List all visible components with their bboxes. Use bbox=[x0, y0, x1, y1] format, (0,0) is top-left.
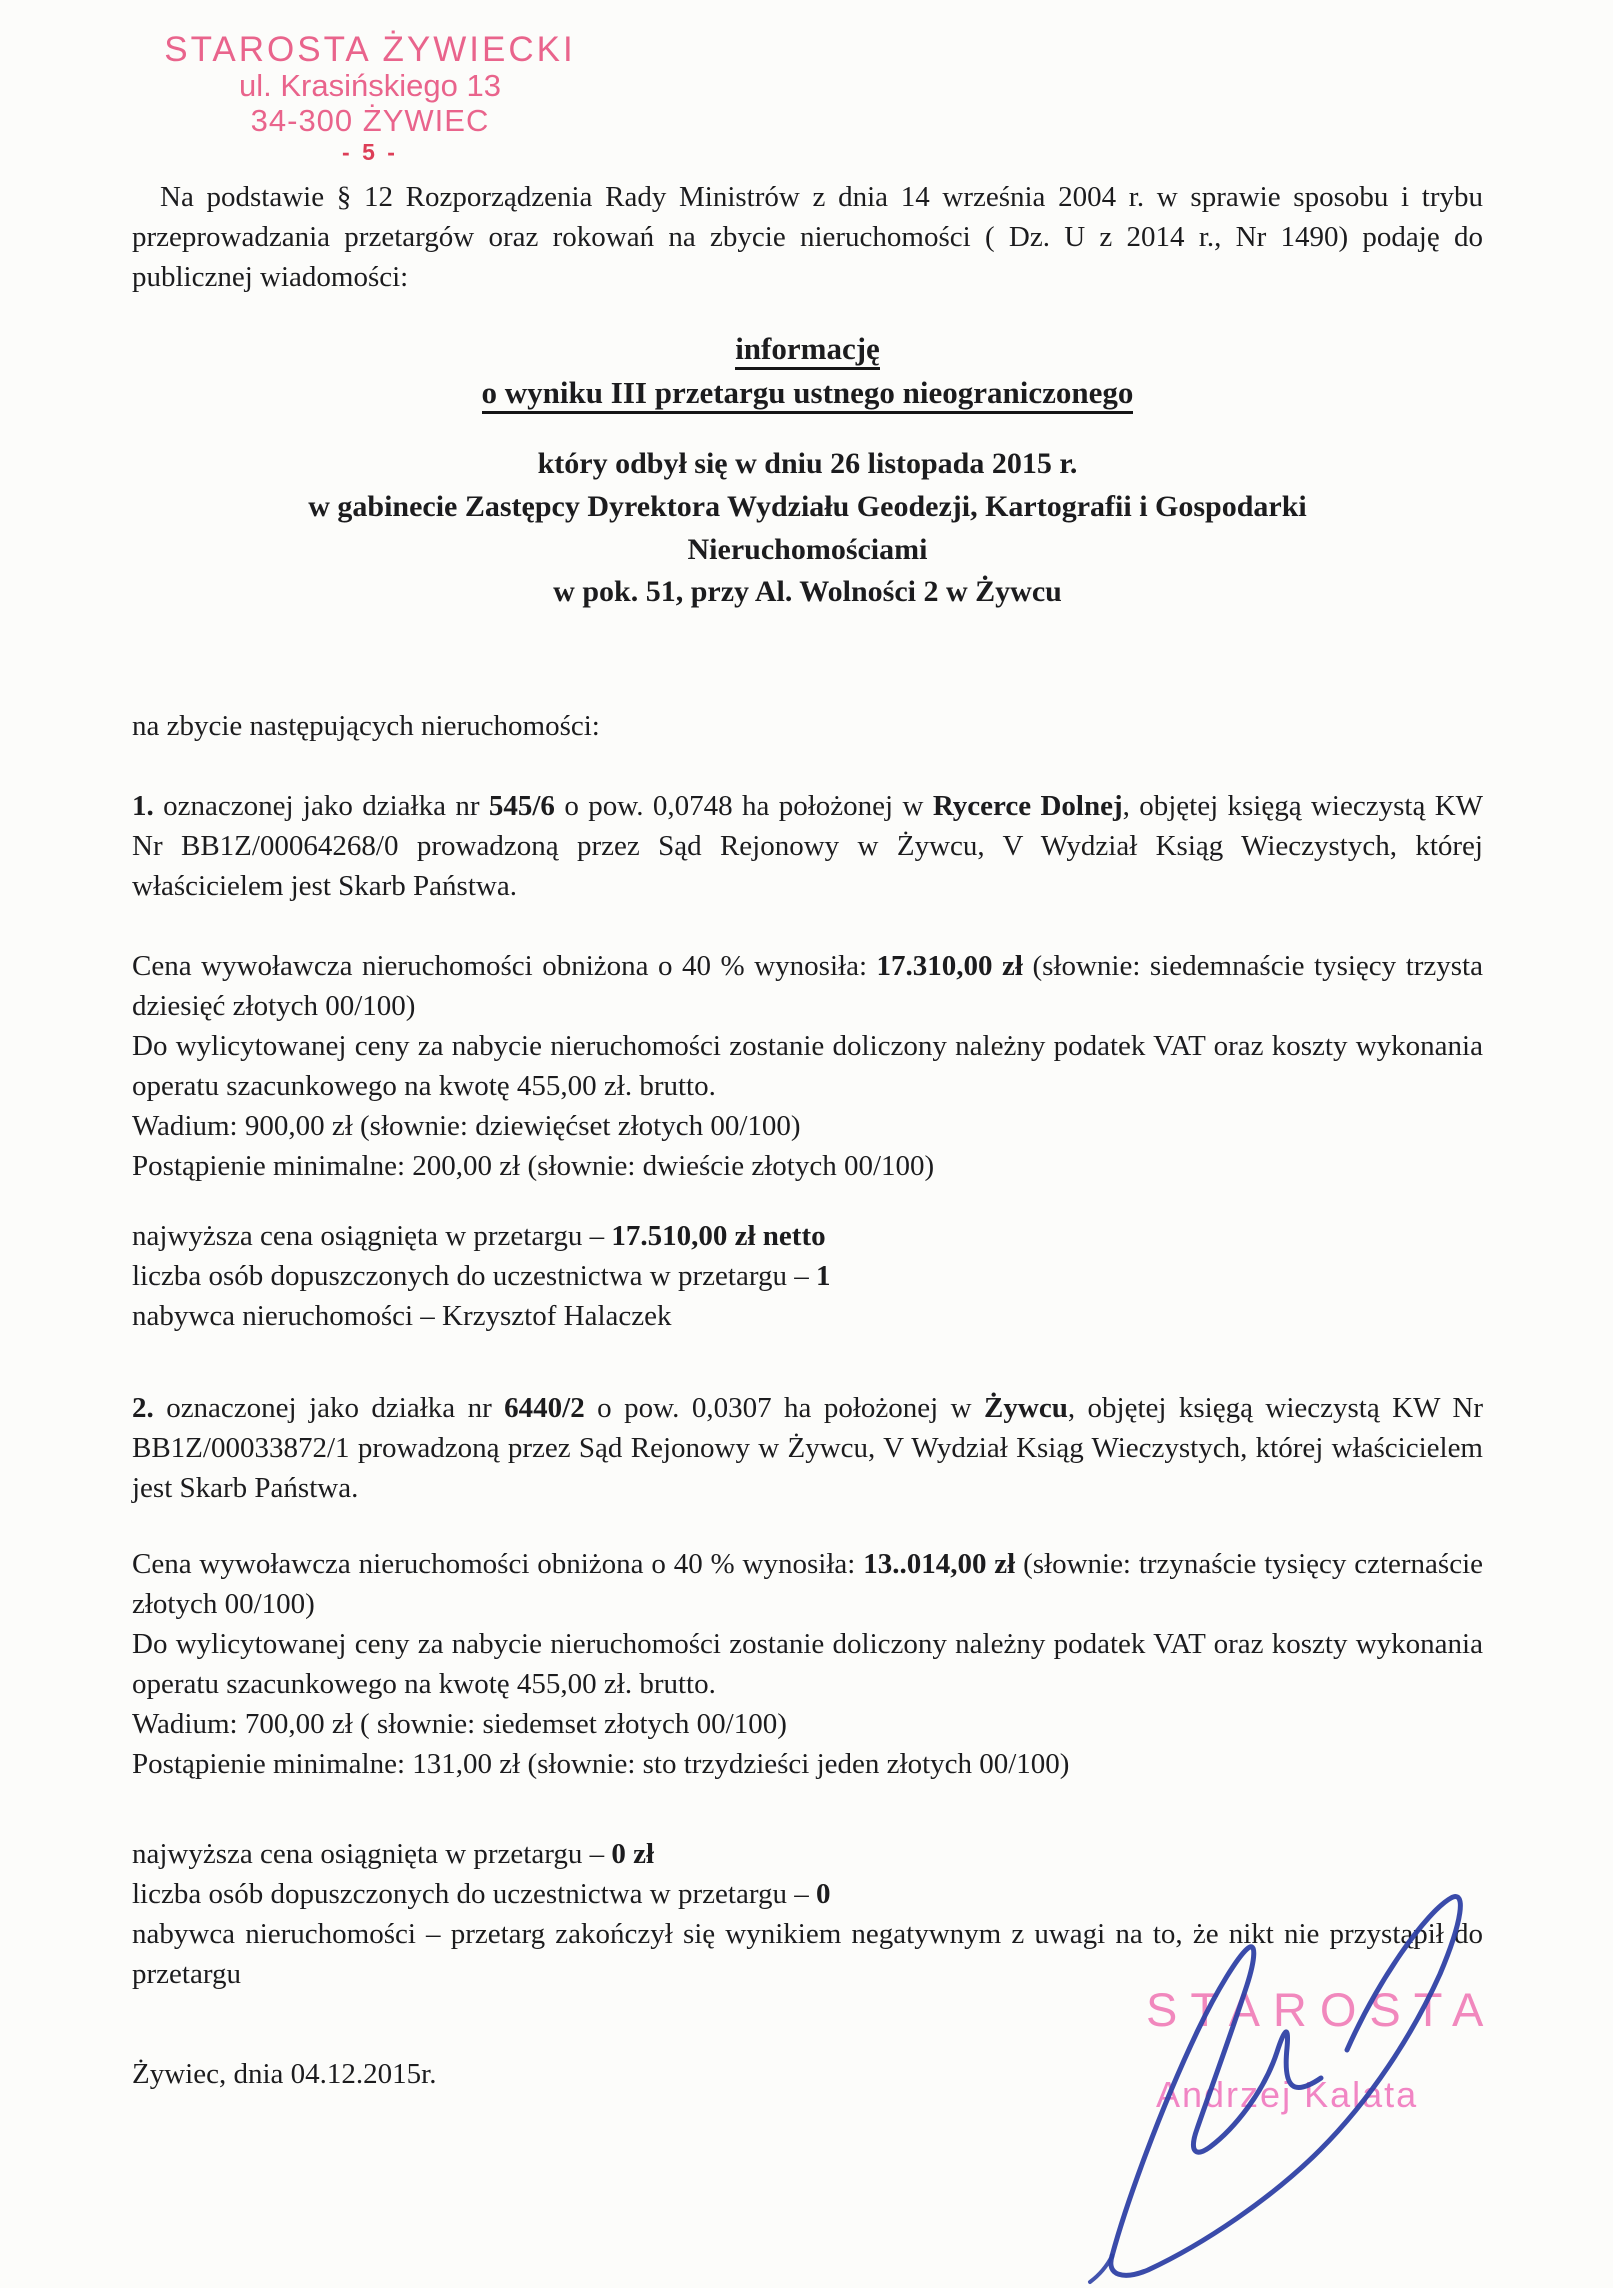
signature-area bbox=[1048, 1878, 1611, 2286]
property-2-wadium-line: Wadium: 700,00 zł ( słownie: siedemset złotych 00/100) bbox=[132, 1708, 787, 1741]
signature-stamp-name: Andrzej Kalata bbox=[1156, 2074, 1419, 2115]
property-1-participants-value: 1 bbox=[815, 1260, 831, 1292]
property-2-buyer-line: nabywca nieruchomości – przetarg zakończył się wynikiem negatywnym z uwagi na to, że nikt nie przystąpił do przetargu bbox=[132, 1918, 1483, 1991]
property-2-number: 2. bbox=[132, 1392, 154, 1425]
notice-title bbox=[132, 327, 1483, 415]
property-1-buyer-line: nabywca nieruchomości – Krzysztof Halaczek bbox=[132, 1300, 672, 1333]
property-1-highest-price-value: 17.510,00 zł netto bbox=[611, 1219, 826, 1252]
handwritten-signature-icon bbox=[1048, 1878, 1611, 2286]
sender-stamp bbox=[150, 30, 590, 165]
notice-subtitle-line4: w pok. 51, przy Al. Wolności 2 w Żywcu bbox=[553, 575, 1062, 609]
property-2-location: Żywcu bbox=[984, 1392, 1068, 1425]
property-1-plot-number: 545/6 bbox=[488, 789, 555, 822]
property-1-number: 1. bbox=[132, 789, 154, 822]
date-line: Żywiec, dnia 04.12.2015r. bbox=[132, 2058, 437, 2091]
property-2-vat-paragraph: Do wylicytowanej ceny za nabycie nieruchomości zostanie doliczony należny podatek VAT oraz koszty wykonania operatu szacunkowego na kwotę 455,00 zł. brutto. bbox=[132, 1628, 1483, 1701]
notice-subtitle-line3: Nieruchomościami bbox=[687, 532, 928, 566]
property-2-highest-price-value: 0 zł bbox=[611, 1838, 655, 1871]
sender-stamp-line3: 34-300 ŻYWIEC bbox=[250, 102, 490, 138]
property-2-price-block bbox=[132, 1544, 1483, 1784]
property-1-price-block bbox=[132, 946, 1483, 1186]
notice-subtitle-line2: w gabinecie Zastępcy Dyrektora Wydziału Geodezji, Kartografii i Gospodarki bbox=[308, 490, 1307, 524]
notice-subtitle bbox=[132, 443, 1483, 613]
notice-title-line1: informację bbox=[132, 327, 1483, 371]
signature-stamp-title: STAROSTA bbox=[1146, 1983, 1497, 2036]
property-1-location: Rycerce Dolnej bbox=[932, 789, 1123, 822]
sender-stamp-line2: ul. Krasińskiego 13 bbox=[239, 68, 501, 104]
property-1-minimum-bid-line: Postąpienie minimalne: 200,00 zł (słownie: dwieście złotych 00/100) bbox=[132, 1149, 935, 1182]
sender-stamp-line1: STAROSTA ŻYWIECKI bbox=[164, 30, 576, 69]
property-2-minimum-bid-line: Postąpienie minimalne: 131,00 zł (słownie: sto trzydzieści jeden złotych 00/100) bbox=[132, 1748, 1070, 1781]
property-2-starting-price: 13..014,00 zł bbox=[863, 1548, 1016, 1581]
notice-subtitle-line1: który odbył się w dniu 26 listopada 2015 r. bbox=[537, 447, 1078, 481]
intro-paragraph: Na podstawie § 12 Rozporządzenia Rady Ministrów z dnia 14 września 2004 r. w sprawie sposobu i trybu przeprowadzania przetargów oraz rokowań na zbycie nieruchomości ( Dz. U z 2014 r., Nr 1490) podaję do publicznej wiadomości: bbox=[132, 181, 1483, 294]
lead-line: na zbycie następujących nieruchomości: bbox=[132, 709, 600, 742]
property-2-highest-price-line: najwyższa cena osiągnięta w przetargu – 0 zł bbox=[132, 1838, 655, 1871]
property-1-participants-line: liczba osób dopuszczonych do uczestnictwa w przetargu – 1 bbox=[132, 1260, 831, 1292]
property-1-highest-price-line: najwyższa cena osiągnięta w przetargu – 17.510,00 zł netto bbox=[132, 1219, 826, 1252]
property-1-result-block bbox=[132, 1216, 1483, 1336]
property-1-description: 1. oznaczonej jako działka nr 545/6 o pow. 0,0748 ha położonej w Rycerce Dolnej, objętej księgą wieczystą KW Nr BB1Z/00064268/0 prowadzoną przez Sąd Rejonowy w Żywcu, V Wydział Ksiąg Wieczystych, której właścicielem jest Skarb Państwa. bbox=[132, 789, 1484, 902]
property-1-wadium-line: Wadium: 900,00 zł (słownie: dziewięćset złotych 00/100) bbox=[132, 1109, 801, 1142]
property-1-starting-price: 17.310,00 zł bbox=[876, 949, 1023, 982]
property-2-starting-price-line: Cena wywoławcza nieruchomości obniżona o 40 % wynosiła: 13..014,00 zł (słownie: trzynaście tysięcy czternaście złotych 00/100) bbox=[132, 1548, 1484, 1621]
property-2-participants-value: 0 bbox=[815, 1878, 831, 1911]
sender-stamp-number: - 5 - bbox=[342, 138, 398, 165]
property-1-vat-paragraph: Do wylicytowanej ceny za nabycie nieruchomości zostanie doliczony należny podatek VAT oraz koszty wykonania operatu szacunkowego na kwotę 455,00 zł. brutto. bbox=[132, 1029, 1483, 1102]
property-2-description: 2. oznaczonej jako działka nr 6440/2 o pow. 0,0307 ha położonej w Żywcu, objętej księgą wieczystą KW Nr BB1Z/00033872/1 prowadzoną przez Sąd Rejonowy w Żywcu, V Wydział Ksiąg Wieczystych, której właścicielem jest Skarb Państwa. bbox=[132, 1392, 1483, 1505]
property-1-starting-price-line: Cena wywoławcza nieruchomości obniżona o 40 % wynosiła: 17.310,00 zł (słownie: siedemnaście tysięcy trzysta dziesięć złotych 00/100) bbox=[132, 949, 1483, 1022]
property-2-plot-number: 6440/2 bbox=[504, 1392, 585, 1425]
property-2-participants-line: liczba osób dopuszczonych do uczestnictwa w przetargu – 0 bbox=[132, 1878, 831, 1911]
notice-title-line2: o wyniku III przetargu ustnego nieograniczonego bbox=[132, 371, 1483, 415]
